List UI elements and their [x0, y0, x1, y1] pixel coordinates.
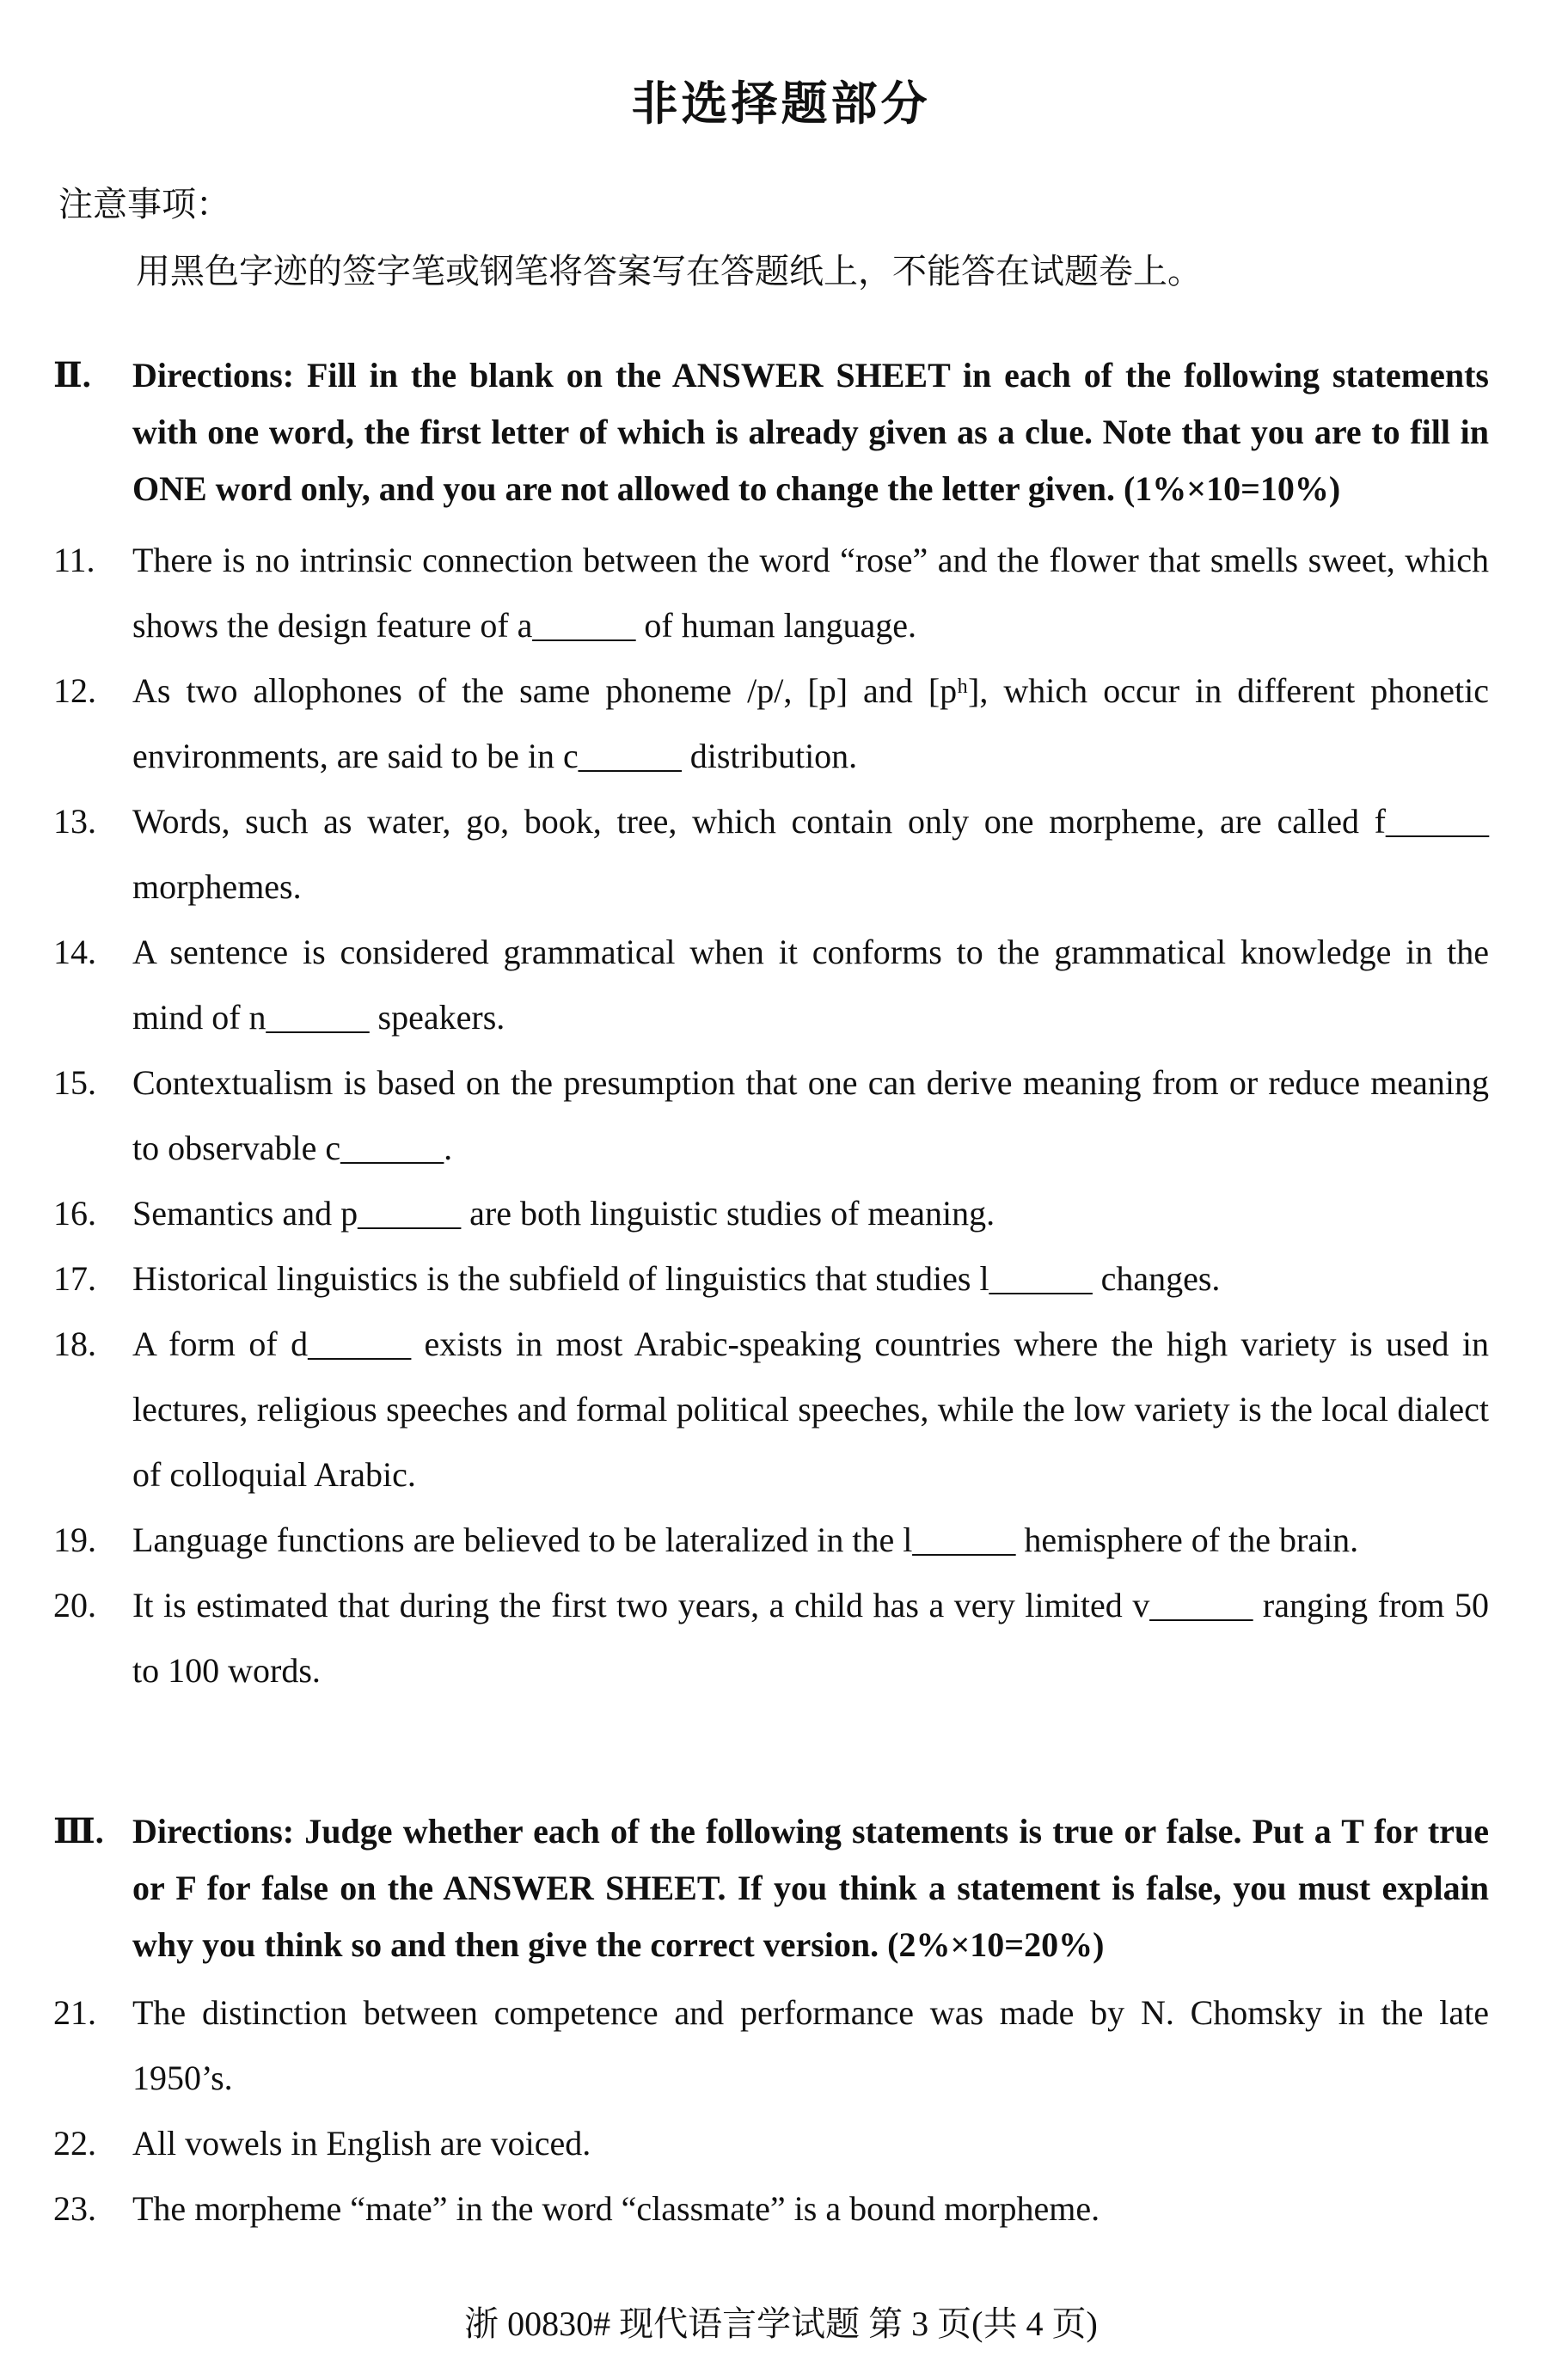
question-item — [53, 789, 1489, 920]
question-item — [53, 1980, 1489, 2111]
question-text: Language functions are believed to be lateralized in the l______ hemisphere of the brain. — [132, 1520, 1359, 1559]
question-number: 14. — [53, 933, 96, 971]
section-number: Ⅲ. — [53, 1812, 104, 1851]
section-header — [53, 347, 1489, 517]
question-item — [53, 2111, 1489, 2176]
question-number: 18. — [53, 1325, 96, 1363]
question-text: Contextualism is based on the presumption that one can derive meaning from or reduce meaning to observable c______. — [132, 1063, 1489, 1167]
question-text: Words, such as water, go, book, tree, which contain only one morpheme, are called f______ morphemes. — [132, 802, 1489, 906]
question-text: Semantics and p______ are both linguistic studies of meaning. — [132, 1194, 995, 1233]
question-item — [53, 658, 1489, 789]
question-text: All vowels in English are voiced. — [132, 2124, 591, 2163]
section-header — [53, 1803, 1489, 1973]
question-number: 13. — [53, 802, 96, 841]
question-number: 20. — [53, 1586, 96, 1624]
question-item — [53, 1573, 1489, 1704]
question-text: As two allophones of the same phoneme /p/, [p] and [pʰ], which occur in different phonetic environments, are said to be in c______ distribution. — [132, 671, 1489, 775]
notice-label: 注意事项： — [58, 185, 230, 224]
section-true-false — [53, 1803, 1489, 2242]
question-item — [53, 1508, 1489, 1573]
question-item — [53, 1246, 1489, 1312]
question-number: 23. — [53, 2189, 96, 2228]
question-text: Historical linguistics is the subfield of linguistics that studies l______ changes. — [132, 1259, 1221, 1298]
question-text: It is estimated that during the first two years, a child has a very limited v______ ranging from 50 to 100 words. — [132, 1586, 1489, 1690]
question-text: There is no intrinsic connection between the word “rose” and the flower that smells sweet, which shows the design feature of a______ of human language. — [132, 541, 1489, 645]
question-text: A sentence is considered grammatical when it conforms to the grammatical knowledge in the mind of n______ speakers. — [132, 933, 1489, 1037]
question-number: 21. — [53, 1993, 96, 2032]
page-title: 非选择题部分 — [631, 76, 931, 131]
question-number: 16. — [53, 1194, 96, 1233]
question-item — [53, 1181, 1489, 1246]
question-number: 22. — [53, 2124, 96, 2163]
question-text: A form of d______ exists in most Arabic-speaking countries where the high variety is used in lectures, religious speeches and formal political speeches, while the low variety is the local dialect of colloquial Arabic. — [132, 1325, 1489, 1494]
question-number: 12. — [53, 671, 96, 710]
question-item — [53, 2176, 1489, 2242]
question-text: The distinction between competence and performance was made by N. Chomsky in the late 1950’s. — [132, 1993, 1489, 2097]
question-item — [53, 528, 1489, 658]
question-text: The morpheme “mate” in the word “classmate” is a bound morpheme. — [132, 2189, 1100, 2228]
question-item — [53, 920, 1489, 1050]
question-item — [53, 1050, 1489, 1181]
page-footer: 浙 00830# 现代语言学试题 第 3 页(共 4 页) — [464, 2304, 1098, 2343]
section-number: Ⅱ. — [53, 356, 91, 395]
question-item — [53, 1312, 1489, 1508]
question-number: 11. — [53, 541, 95, 579]
notice-text: 用黑色字迹的签字笔或钢笔将答案写在答题纸上，不能答在试题卷上。 — [136, 252, 1202, 291]
section-directions: Directions: Fill in the blank on the ANSWER SHEET in each of the following statements with one word, the first letter of which is already given as a clue. Note that you are to fill in ONE word only, and you are not allowed to change the letter given. (1%×10=10%) — [132, 356, 1489, 508]
section-directions: Directions: Judge whether each of the following statements is true or false. Put a T for true or F for false on the ANSWER SHEET. If you think a statement is false, you must explain why you think so and then give the correct version. (2%×10=20%) — [132, 1812, 1489, 1964]
question-number: 15. — [53, 1063, 96, 1102]
question-number: 17. — [53, 1259, 96, 1298]
question-number: 19. — [53, 1520, 96, 1559]
section-fill-in-blank — [53, 347, 1489, 1704]
